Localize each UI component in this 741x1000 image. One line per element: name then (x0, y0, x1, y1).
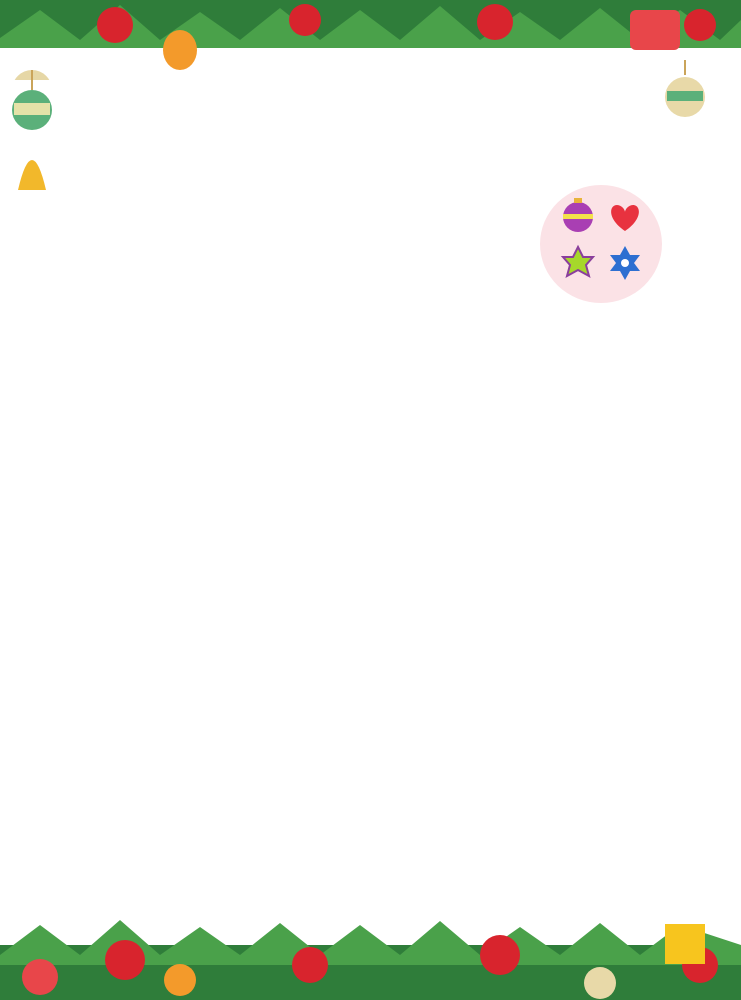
mosaic-puzzle (0, 180, 741, 630)
garland-exercise (0, 740, 741, 900)
right-ornament-decoration (655, 60, 715, 140)
page-number (665, 924, 705, 964)
left-ornaments-decoration (0, 70, 80, 190)
top-garland-decoration (0, 0, 741, 80)
bottom-garland-decoration (0, 905, 741, 1000)
